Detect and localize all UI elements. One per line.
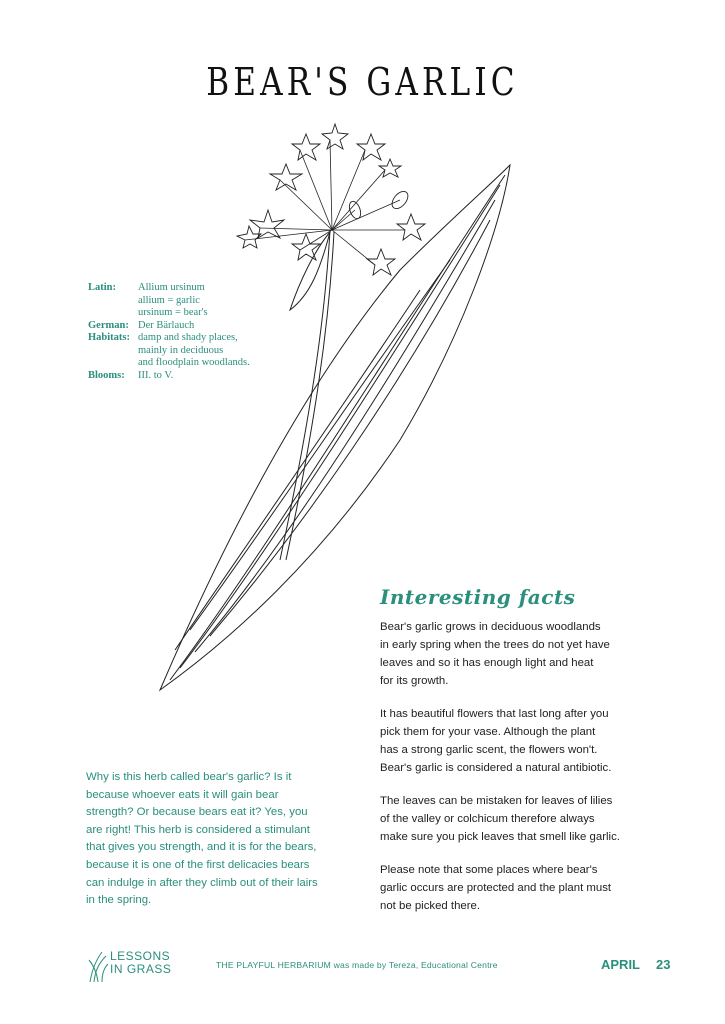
plant-info-row: ursinum = bear's xyxy=(138,307,208,318)
facts-paragraph: Please note that some places where bear's garlic occurs are protected and the plant must not be picked there. xyxy=(380,864,612,912)
page-title: BEAR'S GARLIC xyxy=(206,60,519,104)
facts-paragraph: Bear's garlic grows in deciduous woodlands in early spring when the trees do not yet have leaves and so it has enough light and heat for its growth. xyxy=(380,621,610,687)
facts-paragraph: It has beautiful flowers that last long after you pick them for your vase. Although the plant has a strong garlic scent, the flowers won't. Bear's garlic is considered a natural antibiotic. xyxy=(380,708,612,774)
bears-garlic-illustration xyxy=(150,120,530,700)
facts-heading: Interesting facts xyxy=(380,585,576,609)
facts-paragraph: The leaves can be mistaken for leaves of lilies of the valley or colchicum therefore always make sure you pick leaves that smell like garlic. xyxy=(380,795,620,843)
lessons-in-grass-logo xyxy=(88,950,206,986)
plant-info-row: German: Der Bärlauch xyxy=(88,319,195,331)
page-number: 23 xyxy=(656,957,671,972)
plant-info-row: allium = garlic xyxy=(138,294,200,306)
plant-info-row: mainly in deciduous xyxy=(138,344,224,356)
plant-info-row: Habitats: damp and shady places, xyxy=(88,332,238,343)
footer-month: APRIL xyxy=(601,957,640,972)
plant-info-row: Blooms: III. to V. xyxy=(88,369,174,381)
plant-info-row: and floodplain woodlands. xyxy=(138,357,250,368)
plant-info-row: Latin: Allium ursinum xyxy=(88,282,205,293)
bear-question-text: Why is this herb called bear's garlic? Is it because whoever eats it will gain bear strength? Or because bears eat it? Yes, you are right! This herb is considered a stimulant that gives you strength, and it is for the bears, because it is one of the first delicacies bears can indulge in after they climb out of their lairs in the spring. xyxy=(86,771,318,907)
footer-credit: THE PLAYFUL HERBARIUM was made by Tereza, Educational Centre xyxy=(216,960,498,970)
grass-icon xyxy=(88,950,108,982)
plant-info-table xyxy=(88,282,250,382)
facts-section xyxy=(380,618,680,930)
logo-text: LESSONS IN GRASS xyxy=(110,949,172,976)
